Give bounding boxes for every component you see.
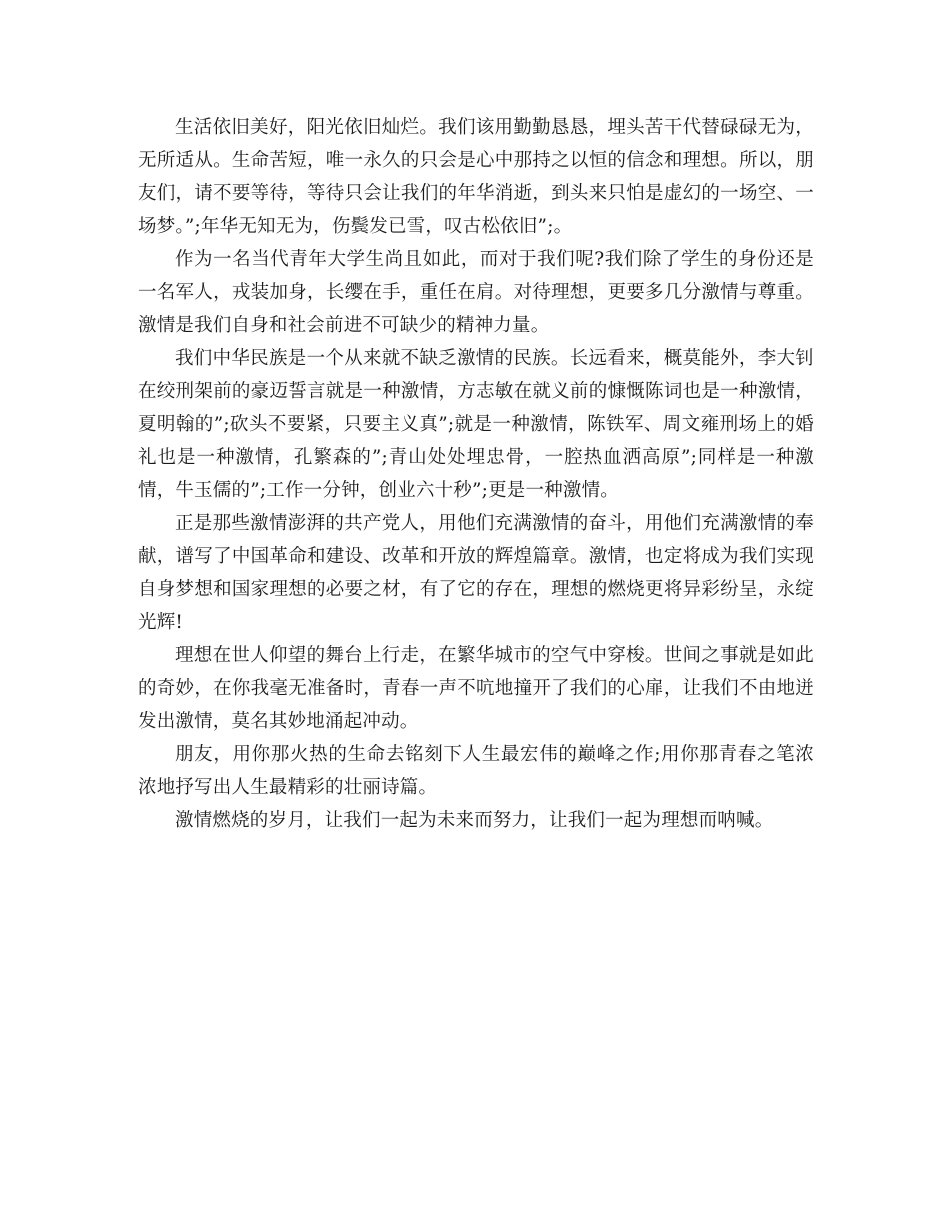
- paragraph-3: 我们中华民族是一个从来就不缺乏激情的民族。长远看来，概莫能外，李大钊在绞刑架前的豪迈誓言就是一种激情，方志敏在就义前的慷慨陈词也是一种激情，夏明翰的”;砍头不要紧，只要主义真”;就是一种激情，陈铁军、周文雍刑场上的婚礼也是一种激情，孔繁森的”;青山处处埋忠骨，一腔热血洒高原”;同样是一种激情，牛玉儒的”;工作一分钟，创业六十秒”;更是一种激情。: [138, 348, 814, 501]
- document-body: [138, 111, 814, 837]
- paragraph-4: 正是那些激情澎湃的共产党人，用他们充满激情的奋斗，用他们充满激情的奉献，谱写了中国革命和建设、改革和开放的辉煌篇章。激情，也定将成为我们实现自身梦想和国家理想的必要之材，有了它的存在，理想的燃烧更将异彩纷呈，永绽光辉!: [138, 513, 814, 633]
- paragraph-2: 作为一名当代青年大学生尚且如此，而对于我们呢?我们除了学生的身份还是一名军人，戎装加身，长缨在手，重任在肩。对待理想，更要多几分激情与尊重。激情是我们自身和社会前进不可缺少的精神力量。: [138, 249, 814, 336]
- paragraph-7: 激情燃烧的岁月，让我们一起为未来而努力，让我们一起为理想而呐喊。: [175, 810, 774, 831]
- paragraph-5: 理想在世人仰望的舞台上行走，在繁华城市的空气中穿梭。世间之事就是如此的奇妙，在你我毫无准备时，青春一声不吭地撞开了我们的心扉，让我们不由地迸发出激情，莫名其妙地涌起冲动。: [138, 645, 814, 732]
- paragraph-6: 朋友，用你那火热的生命去铭刻下人生最宏伟的巅峰之作;用你那青春之笔浓浓地抒写出人生最精彩的壮丽诗篇。: [138, 744, 814, 798]
- paragraph-1: 生活依旧美好，阳光依旧灿烂。我们该用勤勤恳恳，埋头苦干代替碌碌无为，无所适从。生命苦短，唯一永久的只会是心中那持之以恒的信念和理想。所以，朋友们，请不要等待，等待只会让我们的年华消逝，到头来只怕是虚幻的一场空、一场梦。”;年华无知无为，伤鬓发已雪，叹古松依旧”;。: [138, 117, 814, 237]
